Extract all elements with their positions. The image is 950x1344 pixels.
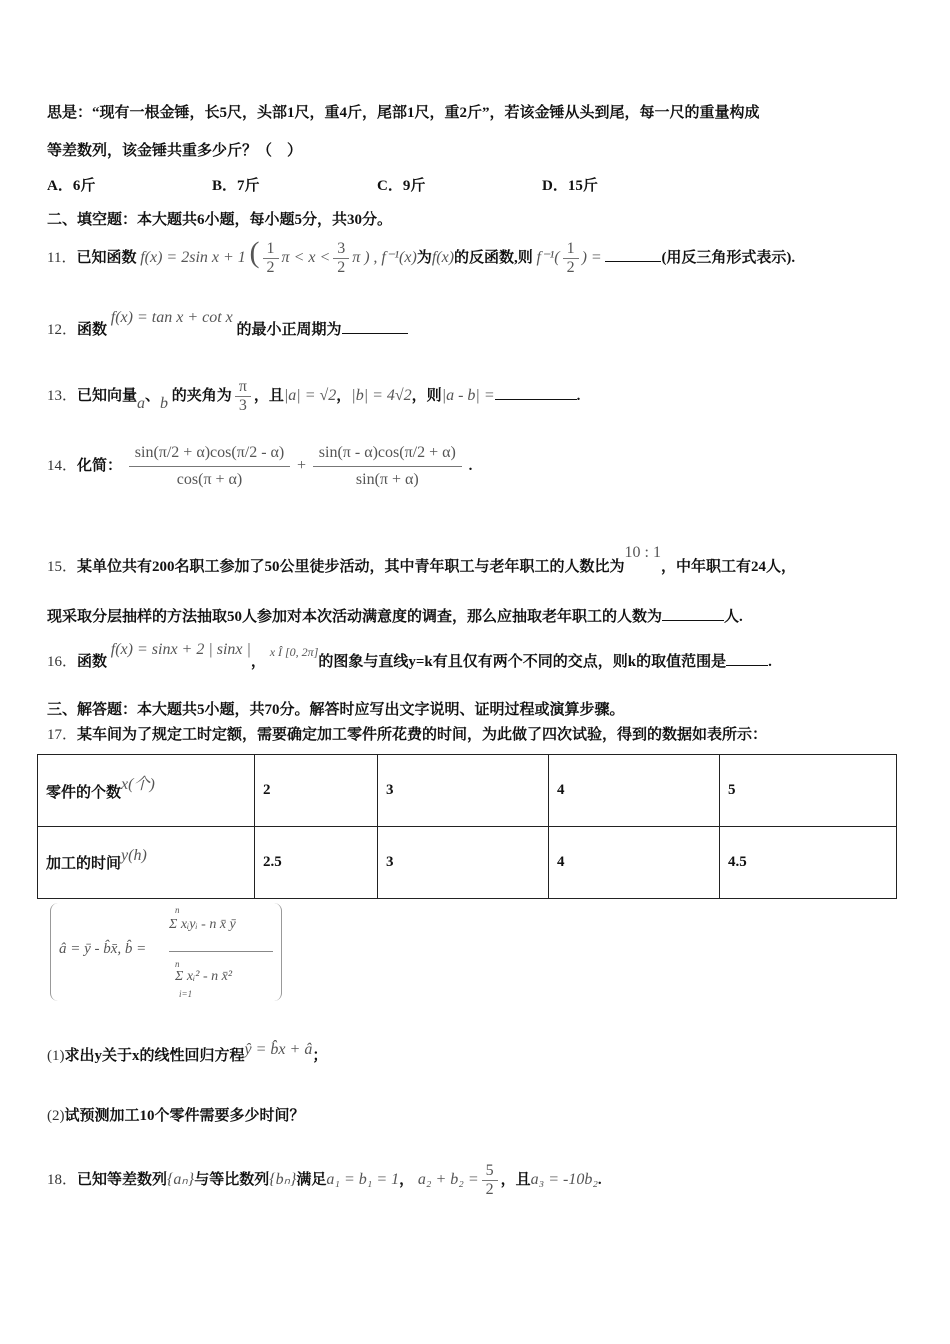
q-text: 的图象与直线y=k有且仅有两个不同的交点，则k的取值范围是 [318, 654, 727, 670]
q-text: . [597, 1171, 602, 1188]
q-number: 13． [47, 387, 78, 404]
q-text: 某车间为了规定工时定额，需要确定加工零件所花费的时间，为此做了四次试验，得到的数据如表所示： [77, 727, 768, 743]
math: 10 : 1 [624, 544, 661, 561]
question-12 [47, 309, 408, 339]
numerator: π [235, 378, 251, 397]
math: |a - b| = [441, 386, 495, 404]
fraction [482, 1162, 498, 1199]
q17-part1 [47, 1041, 328, 1065]
denominator: 2 [566, 259, 575, 277]
q-text: 某单位共有200名职工参加了50公里徒步活动，其中青年职工与老年职工的人数比为 [77, 559, 625, 575]
numerator: sin(π - α)cos(π/2 + α) [313, 440, 462, 467]
math: |b| = 4√2 [351, 386, 412, 404]
q-text: ，中年职工有24人， [660, 559, 796, 575]
q-text: 函数 [77, 654, 108, 670]
fraction [129, 440, 290, 493]
q-text: 已知等差数列 [77, 1171, 168, 1188]
denominator: 2 [337, 259, 346, 277]
q-text: 求出y关于x的线性回归方程 [64, 1048, 245, 1064]
q-text: 与等比数列 [194, 1171, 270, 1188]
question-17 [47, 723, 767, 744]
math: x Î [0, 2π] [269, 645, 319, 659]
q-text: 已知函数 [76, 250, 137, 266]
q-text: 、 [145, 387, 161, 404]
math: {bₙ} [269, 1170, 297, 1188]
table-cell: 2 [255, 755, 378, 827]
numerator: 1 [563, 240, 579, 259]
q-text: . [468, 457, 473, 474]
formula-left: â = ȳ - b̂x̄, b̂ = [59, 941, 147, 957]
math: , f⁻¹(x) [373, 249, 417, 266]
table-cell: 4.5 [720, 827, 897, 899]
q-number: 15． [47, 559, 78, 575]
question-15-line1 [47, 544, 796, 576]
q-number: 12． [47, 322, 78, 338]
answer-blank[interactable] [342, 318, 408, 334]
answer-blank[interactable] [495, 384, 577, 400]
math: a₂ + b₂ = [417, 1170, 479, 1188]
answer-blank[interactable] [726, 650, 768, 666]
q-text: 的最小正周期为 [236, 322, 342, 338]
math: f(x) = tan x + cot x [110, 309, 233, 326]
question-16 [47, 641, 772, 671]
math: f(x) [431, 249, 455, 266]
option-a: A．6斤 [47, 178, 96, 194]
q-text: 化简： [77, 457, 123, 474]
q-text: 已知向量 [77, 387, 138, 404]
denominator: 2 [266, 259, 275, 277]
label: 加工的时间 [46, 856, 122, 872]
denominator: 3 [238, 397, 247, 414]
fraction [563, 240, 579, 277]
fraction [333, 240, 349, 277]
fraction [263, 240, 279, 277]
math: f⁻¹( [536, 249, 560, 266]
math: |a| = √2 [283, 386, 337, 404]
q-text: ； [312, 1048, 328, 1064]
fraction [235, 378, 251, 415]
table-cell: 4 [549, 755, 720, 827]
q-text: ， [399, 1171, 415, 1188]
q-text: ，且 [253, 387, 284, 404]
q-text: 为 [416, 250, 432, 266]
math: ( [249, 236, 260, 269]
question-14 [47, 440, 472, 493]
label: 零件的个数 [46, 785, 122, 801]
q-text: 的反函数,则 [454, 250, 533, 266]
q-text: . [576, 387, 581, 404]
denominator: sin(π + α) [355, 471, 419, 488]
data-table [37, 754, 897, 899]
fraction [313, 440, 462, 493]
question-18 [47, 1162, 602, 1199]
math: a [137, 394, 146, 412]
table-row [38, 755, 897, 827]
q-number: 14． [47, 457, 78, 474]
q-text: 函数 [77, 322, 108, 338]
math: {aₙ} [167, 1170, 195, 1188]
question-13 [47, 378, 580, 415]
math: ) = [581, 249, 602, 266]
formula-denominator: Σ xᵢ² - n x̄² [175, 969, 233, 984]
q-number: 18． [47, 1171, 78, 1188]
q-text: ，则 [411, 387, 442, 404]
unit: x(个) [121, 776, 155, 793]
math: a₃ = -10b₂ [530, 1170, 598, 1188]
table-cell: 4 [549, 827, 720, 899]
math: + [297, 456, 307, 474]
sum-range: n [175, 905, 180, 915]
answer-blank[interactable] [662, 605, 724, 621]
table-cell: 3 [378, 827, 549, 899]
section2-heading: 二、填空题：本大题共6小题，每小题5分，共30分。 [47, 212, 393, 228]
q-text: . [768, 654, 772, 670]
math: f(x) = sinx + 2 | sinx | [110, 641, 251, 658]
q-number: 17． [47, 727, 78, 743]
denominator: cos(π + α) [176, 471, 243, 488]
numerator: 1 [263, 240, 279, 259]
formula-numerator: Σ xᵢyᵢ - n x̄ ȳ [169, 917, 236, 932]
q-text: ，且 [500, 1171, 531, 1188]
sum-range: i=1 [179, 989, 193, 999]
math: π < x < [281, 249, 331, 266]
regression-formula [50, 903, 282, 1001]
q-number: 16． [47, 654, 78, 670]
table-row [38, 827, 897, 899]
q-text: 试预测加工10个零件需要多少时间？ [64, 1108, 305, 1124]
table-cell: 3 [378, 755, 549, 827]
unit: y(h) [121, 847, 147, 864]
math: π ) [352, 249, 370, 266]
answer-blank[interactable] [605, 246, 661, 262]
q-number: 11． [47, 250, 77, 266]
math: b [160, 394, 169, 412]
math: a₁ = b₁ = 1 [326, 1170, 400, 1188]
q-text: ， [250, 654, 266, 670]
q17-part2 [47, 1104, 305, 1125]
sum-range: n [175, 959, 180, 969]
question-11 [47, 236, 795, 277]
q10-line1: 思是：“现有一根金锤，长5尺，头部1尺，重4斤，尾部1尺，重2斤”，若该金锤从头到尾，每一尺的重量构成 [47, 105, 760, 121]
math: ŷ = b̂x + â [244, 1041, 313, 1058]
math: f(x) = 2sin x + 1 [140, 249, 246, 266]
option-c: C．9斤 [377, 178, 426, 194]
numerator: 3 [333, 240, 349, 259]
q-text: 人. [724, 609, 743, 625]
q-text: (用反三角形式表示). [661, 250, 796, 266]
numerator: 5 [482, 1162, 498, 1181]
row-header [38, 755, 255, 827]
part-number: (2) [47, 1108, 65, 1124]
q-text: ， [336, 387, 352, 404]
table-cell: 5 [720, 755, 897, 827]
q-text: 现采取分层抽样的方法抽取50人参加对本次活动满意度的调查，那么应抽取老年职工的人数为 [47, 609, 663, 625]
q10-line2: 等差数列，该金锤共重多少斤？（ ） [47, 143, 303, 159]
q-text: 满足 [296, 1171, 327, 1188]
question-15-line2 [47, 605, 743, 626]
denominator: 2 [485, 1181, 494, 1198]
part-number: (1) [47, 1048, 65, 1064]
row-header [38, 827, 255, 899]
q-text: 的夹角为 [171, 387, 232, 404]
section3-heading: 三、解答题：本大题共5小题，共70分。解答时应写出文字说明、证明过程或演算步骤。 [47, 702, 625, 718]
fraction-bar [169, 951, 273, 952]
table-cell: 2.5 [255, 827, 378, 899]
option-d: D．15斤 [542, 178, 598, 194]
numerator: sin(π/2 + α)cos(π/2 - α) [129, 440, 290, 467]
option-b: B．7斤 [212, 178, 260, 194]
